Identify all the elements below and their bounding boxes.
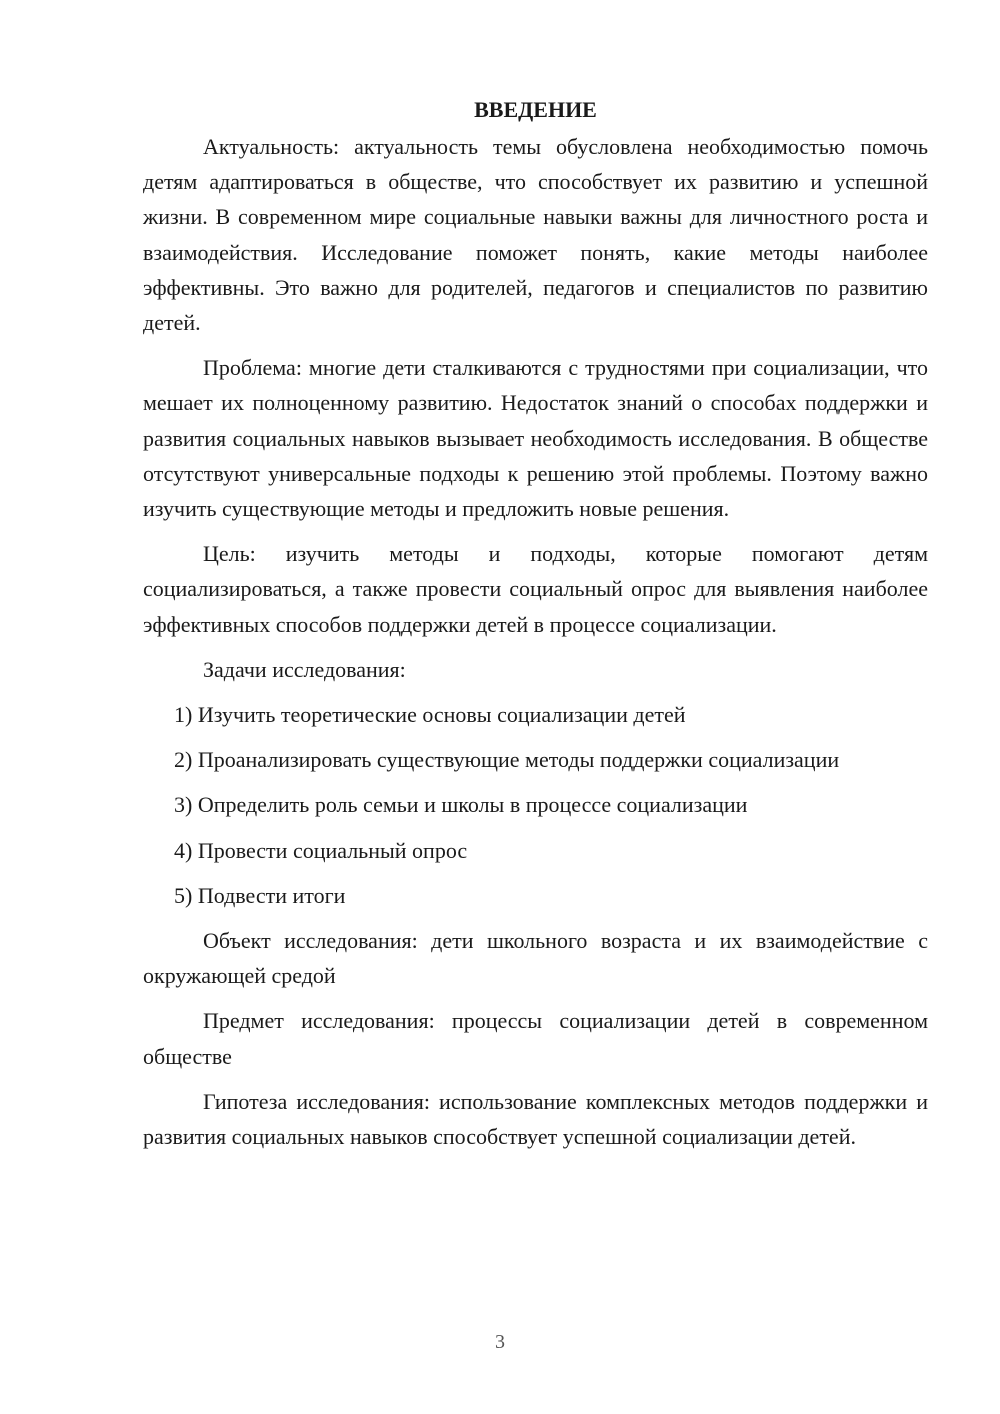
task-item: 3) Определить роль семьи и школы в процессе социализации <box>174 792 748 818</box>
paragraph-subject: Предмет исследования: процессы социализации детей в современном обществе <box>143 1008 928 1069</box>
section-title: ВВЕДЕНИЕ <box>474 97 597 122</box>
paragraph-object: Объект исследования: дети школьного возраста и их взаимодействие с окружающей средой <box>143 928 928 989</box>
task-item: 4) Провести социальный опрос <box>174 837 468 863</box>
task-item: 1) Изучить теоретические основы социализации детей <box>174 702 686 728</box>
paragraph-goal: Цель: изучить методы и подходы, которые помогают детям социализироваться, а также провести социальный опрос для выявления наиболее эффективных способов поддержки детей в процессе социализации. <box>143 541 928 637</box>
document-page <box>143 92 928 1164</box>
task-item: 5) Подвести итоги <box>174 882 346 908</box>
task-item: 2) Проанализировать существующие методы поддержки социализации <box>174 747 840 773</box>
page-number: 3 <box>495 1331 505 1353</box>
paragraph-problem: Проблема: многие дети сталкиваются с трудностями при социализации, что мешает их полноценному развитию. Недостаток знаний о способах поддержки и развития социальных навыков вызывает необходимость исследования. В обществе отсутствуют универсальные подходы к решению этой проблемы. Поэтому важно изучить существующие методы и предложить новые решения. <box>143 355 928 522</box>
tasks-heading: Задачи исследования: <box>203 656 406 682</box>
paragraph-relevance: Актуальность: актуальность темы обусловлена необходимостью помочь детям адаптироваться в обществе, что способствует их развитию и успешной жизни. В современном мире социальные навыки важны для личностного роста и взаимодействия. Исследование поможет понять, какие методы наиболее эффективны. Это важно для родителей, педагогов и специалистов по развитию детей. <box>143 134 928 336</box>
paragraph-hypothesis: Гипотеза исследования: использование комплексных методов поддержки и развития социальных навыков способствует успешной социализации детей. <box>143 1088 928 1150</box>
